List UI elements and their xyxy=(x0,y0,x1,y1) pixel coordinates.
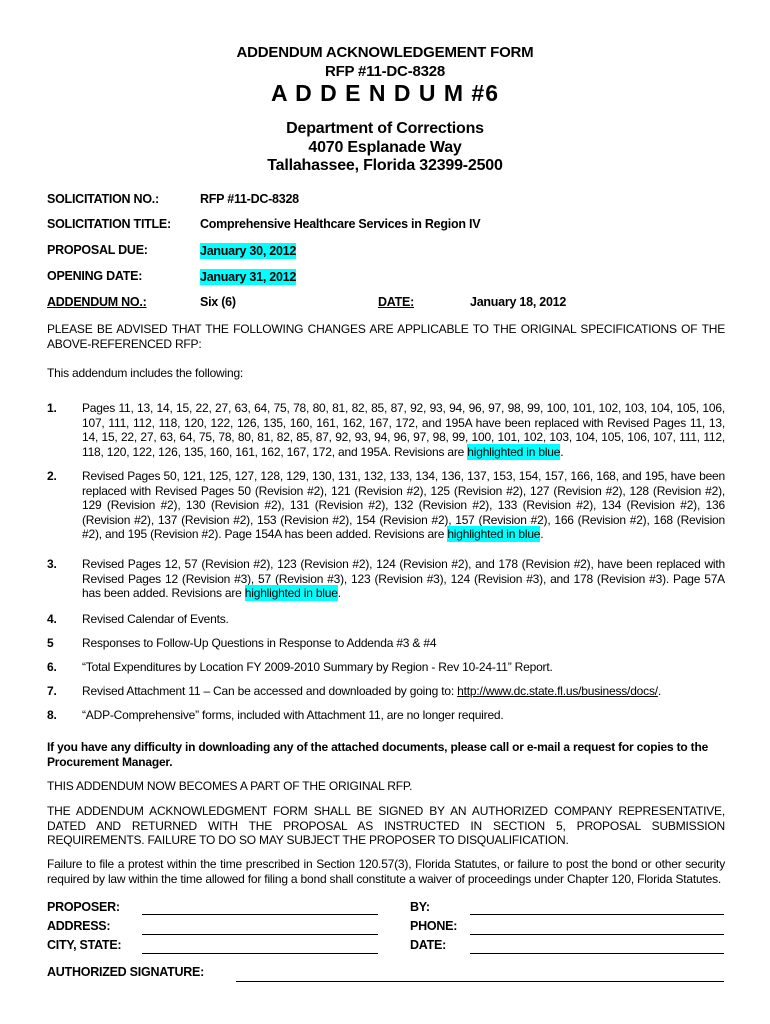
item-tail: . xyxy=(337,586,341,600)
item-text xyxy=(82,401,725,459)
authorized-signature-field[interactable] xyxy=(236,967,724,982)
addendum-no-label: ADDENDUM NO.: xyxy=(47,295,147,309)
item-number: 8. xyxy=(47,708,57,722)
city-state-label: CITY, STATE: xyxy=(47,938,122,952)
item-text xyxy=(82,469,725,542)
department-name: Department of Corrections xyxy=(286,120,484,137)
item-text: Responses to Follow-Up Questions in Response to Addenda #3 & #4 xyxy=(82,636,437,650)
item-text: “Total Expenditures by Location FY 2009-2010 Summary by Region - Rev 10-24-11” Report. xyxy=(82,660,553,674)
item-tail: . xyxy=(540,527,544,541)
solicitation-no-value: RFP #11-DC-8328 xyxy=(200,192,299,206)
address-field[interactable] xyxy=(142,920,378,935)
item-number: 4. xyxy=(47,612,57,626)
solicitation-title-row xyxy=(47,217,727,235)
acknowledgment-note: THE ADDENDUM ACKNOWLEDGMENT FORM SHALL BE SIGNED BY AN AUTHORIZED COMPANY REPRESENTATIVE, DATED AND RETURNED WITH THE PROPOSAL AS INSTRUCTED IN SECTION 5, PROPOSAL SUBMISSION REQUIREMENTS. FAILURE TO DO SO MAY SUBJECT THE PROPOSER TO DISQUALIFICATION. xyxy=(47,804,725,847)
protest-note: Failure to file a protest within the time prescribed in Section 120.57(3), Florida Statutes, or failure to post the bond or other security required by law within the time allowed for filing a bond shall constitute a waiver of proceedings under Chapter 120, Florida Statutes. xyxy=(47,857,725,886)
addendum-no-row xyxy=(47,295,727,313)
proposer-label: PROPOSER: xyxy=(47,900,120,914)
addendum-date-value: January 18, 2012 xyxy=(470,295,567,309)
addendum-date-label: DATE: xyxy=(378,295,415,309)
item-text xyxy=(82,684,725,699)
item-body: Pages 11, 13, 14, 15, 22, 27, 63, 64, 75, 78, 80, 81, 82, 85, 87, 92, 93, 94, 96, 97, 98, 99, 100, 101, 102, 103, 104, 105, 106, 107, 111, 112, 118, 120, 122, 126, 135, 160, 161, 162, 167, 172, and 195A have been replaced with Revised Pages 11, 13, 14, 15, 22, 27, 63, 64, 75, 78, 80, 81, 82, 85, 87, 92, 93, 94, 96, 97, 98, 99, 100, 101, 102, 103, 104, 105, 106, 107, 111, 112, 118, 120, 122, 126, 135, 160, 161, 162, 167, 172, and 195A. Revisions are xyxy=(82,401,725,459)
proposal-due-label: PROPOSAL DUE: xyxy=(47,243,148,257)
highlight-note: highlighted in blue xyxy=(467,444,561,459)
becomes-part-note: THIS ADDENDUM NOW BECOMES A PART OF THE ORIGINAL RFP. xyxy=(47,779,413,793)
item-tail: . xyxy=(560,444,564,459)
city-state-field[interactable] xyxy=(142,939,378,954)
solicitation-title-value: Comprehensive Healthcare Services in Region IV xyxy=(200,217,481,231)
item-number: 3. xyxy=(47,557,57,571)
opening-date-row xyxy=(47,269,727,287)
highlight-note: highlighted in blue xyxy=(244,586,338,600)
item-number: 6. xyxy=(47,660,57,674)
opening-date-value: January 31, 2012 xyxy=(200,270,297,284)
proposal-due-value: January 30, 2012 xyxy=(200,244,297,258)
item-body: Revised Pages 50, 121, 125, 127, 128, 129, 130, 131, 132, 133, 134, 136, 137, 153, 154, 157, 166, 168, and 195, have been replaced with Revised Pages 50 (Revision #2), 121 (Revision #2), 125 (Revision #2), 127 (Revision #2), 128 (Revision #2), 129 (Revision #2), 130 (Revision #2), 131 (Revision #2), 132 (Revision #2), 133 (Revision #2), 134 (Revision #2), 136 (Revision #2), 137 (Revision #2), 153 (Revision #2), 154 (Revision #2), 157 (Revision #2), 166 (Revision #2), 168 (Revision #2), and 195 (Revision #2). Page 154A has been added. Revisions are xyxy=(82,469,725,541)
item-body: Revised Pages 12, 57 (Revision #2), 123 (Revision #2), 124 (Revision #2), and 178 (Revision #2), have been replaced with Revised Pages 12 (Revision #3), 57 (Revision #3), 123 (Revision #3), 124 (Revision #3), and 178 (Revision #3). Page 57A has been added. Revisions are xyxy=(82,557,725,600)
rfp-number-heading: RFP #11-DC-8328 xyxy=(324,63,446,80)
authorized-signature-label: AUTHORIZED SIGNATURE: xyxy=(47,965,205,979)
difficulty-note: If you have any difficulty in downloading any of the attached documents, please call or e-mail a request for copies to the Procurement Manager. xyxy=(47,740,709,769)
item-text: “ADP-Comprehensive” forms, included with Attachment 11, are no longer required. xyxy=(82,708,504,722)
by-label: BY: xyxy=(410,900,430,914)
proposal-due-row xyxy=(47,243,727,261)
solicitation-no-row xyxy=(47,192,727,210)
includes-line: This addendum includes the following: xyxy=(47,366,244,380)
by-field[interactable] xyxy=(470,900,724,915)
highlight-note: highlighted in blue xyxy=(447,527,541,541)
department-city: Tallahassee, Florida 32399-2500 xyxy=(267,157,503,174)
addendum-no-value: Six (6) xyxy=(200,295,236,309)
item-text xyxy=(82,557,725,601)
date-label: DATE: xyxy=(410,938,447,952)
phone-field[interactable] xyxy=(470,920,724,935)
item-number: 2. xyxy=(47,469,57,483)
solicitation-no-label: SOLICITATION NO.: xyxy=(47,192,159,206)
docs-link[interactable]: http://www.dc.state.fl.us/business/docs/ xyxy=(457,684,658,698)
address-label: ADDRESS: xyxy=(47,919,111,933)
advisory-paragraph: PLEASE BE ADVISED THAT THE FOLLOWING CHANGES ARE APPLICABLE TO THE ORIGINAL SPECIFICATIONS OF THE ABOVE-REFERENCED RFP: xyxy=(47,322,725,351)
form-title: ADDENDUM ACKNOWLEDGEMENT FORM xyxy=(236,44,534,61)
item-number: 1. xyxy=(47,401,57,415)
opening-date-label: OPENING DATE: xyxy=(47,269,143,283)
item-number: 5 xyxy=(47,636,54,650)
proposer-field[interactable] xyxy=(142,900,378,915)
solicitation-title-label: SOLICITATION TITLE: xyxy=(47,217,171,231)
department-street: 4070 Esplanade Way xyxy=(308,139,462,156)
addendum-title: A D D E N D U M #6 xyxy=(270,80,499,106)
phone-label: PHONE: xyxy=(410,919,458,933)
item-body: Revised Attachment 11 – Can be accessed and downloaded by going to: xyxy=(82,684,458,698)
date-field[interactable] xyxy=(470,939,724,954)
item-number: 7. xyxy=(47,684,57,698)
item-tail: . xyxy=(657,684,662,698)
item-text: Revised Calendar of Events. xyxy=(82,612,229,626)
